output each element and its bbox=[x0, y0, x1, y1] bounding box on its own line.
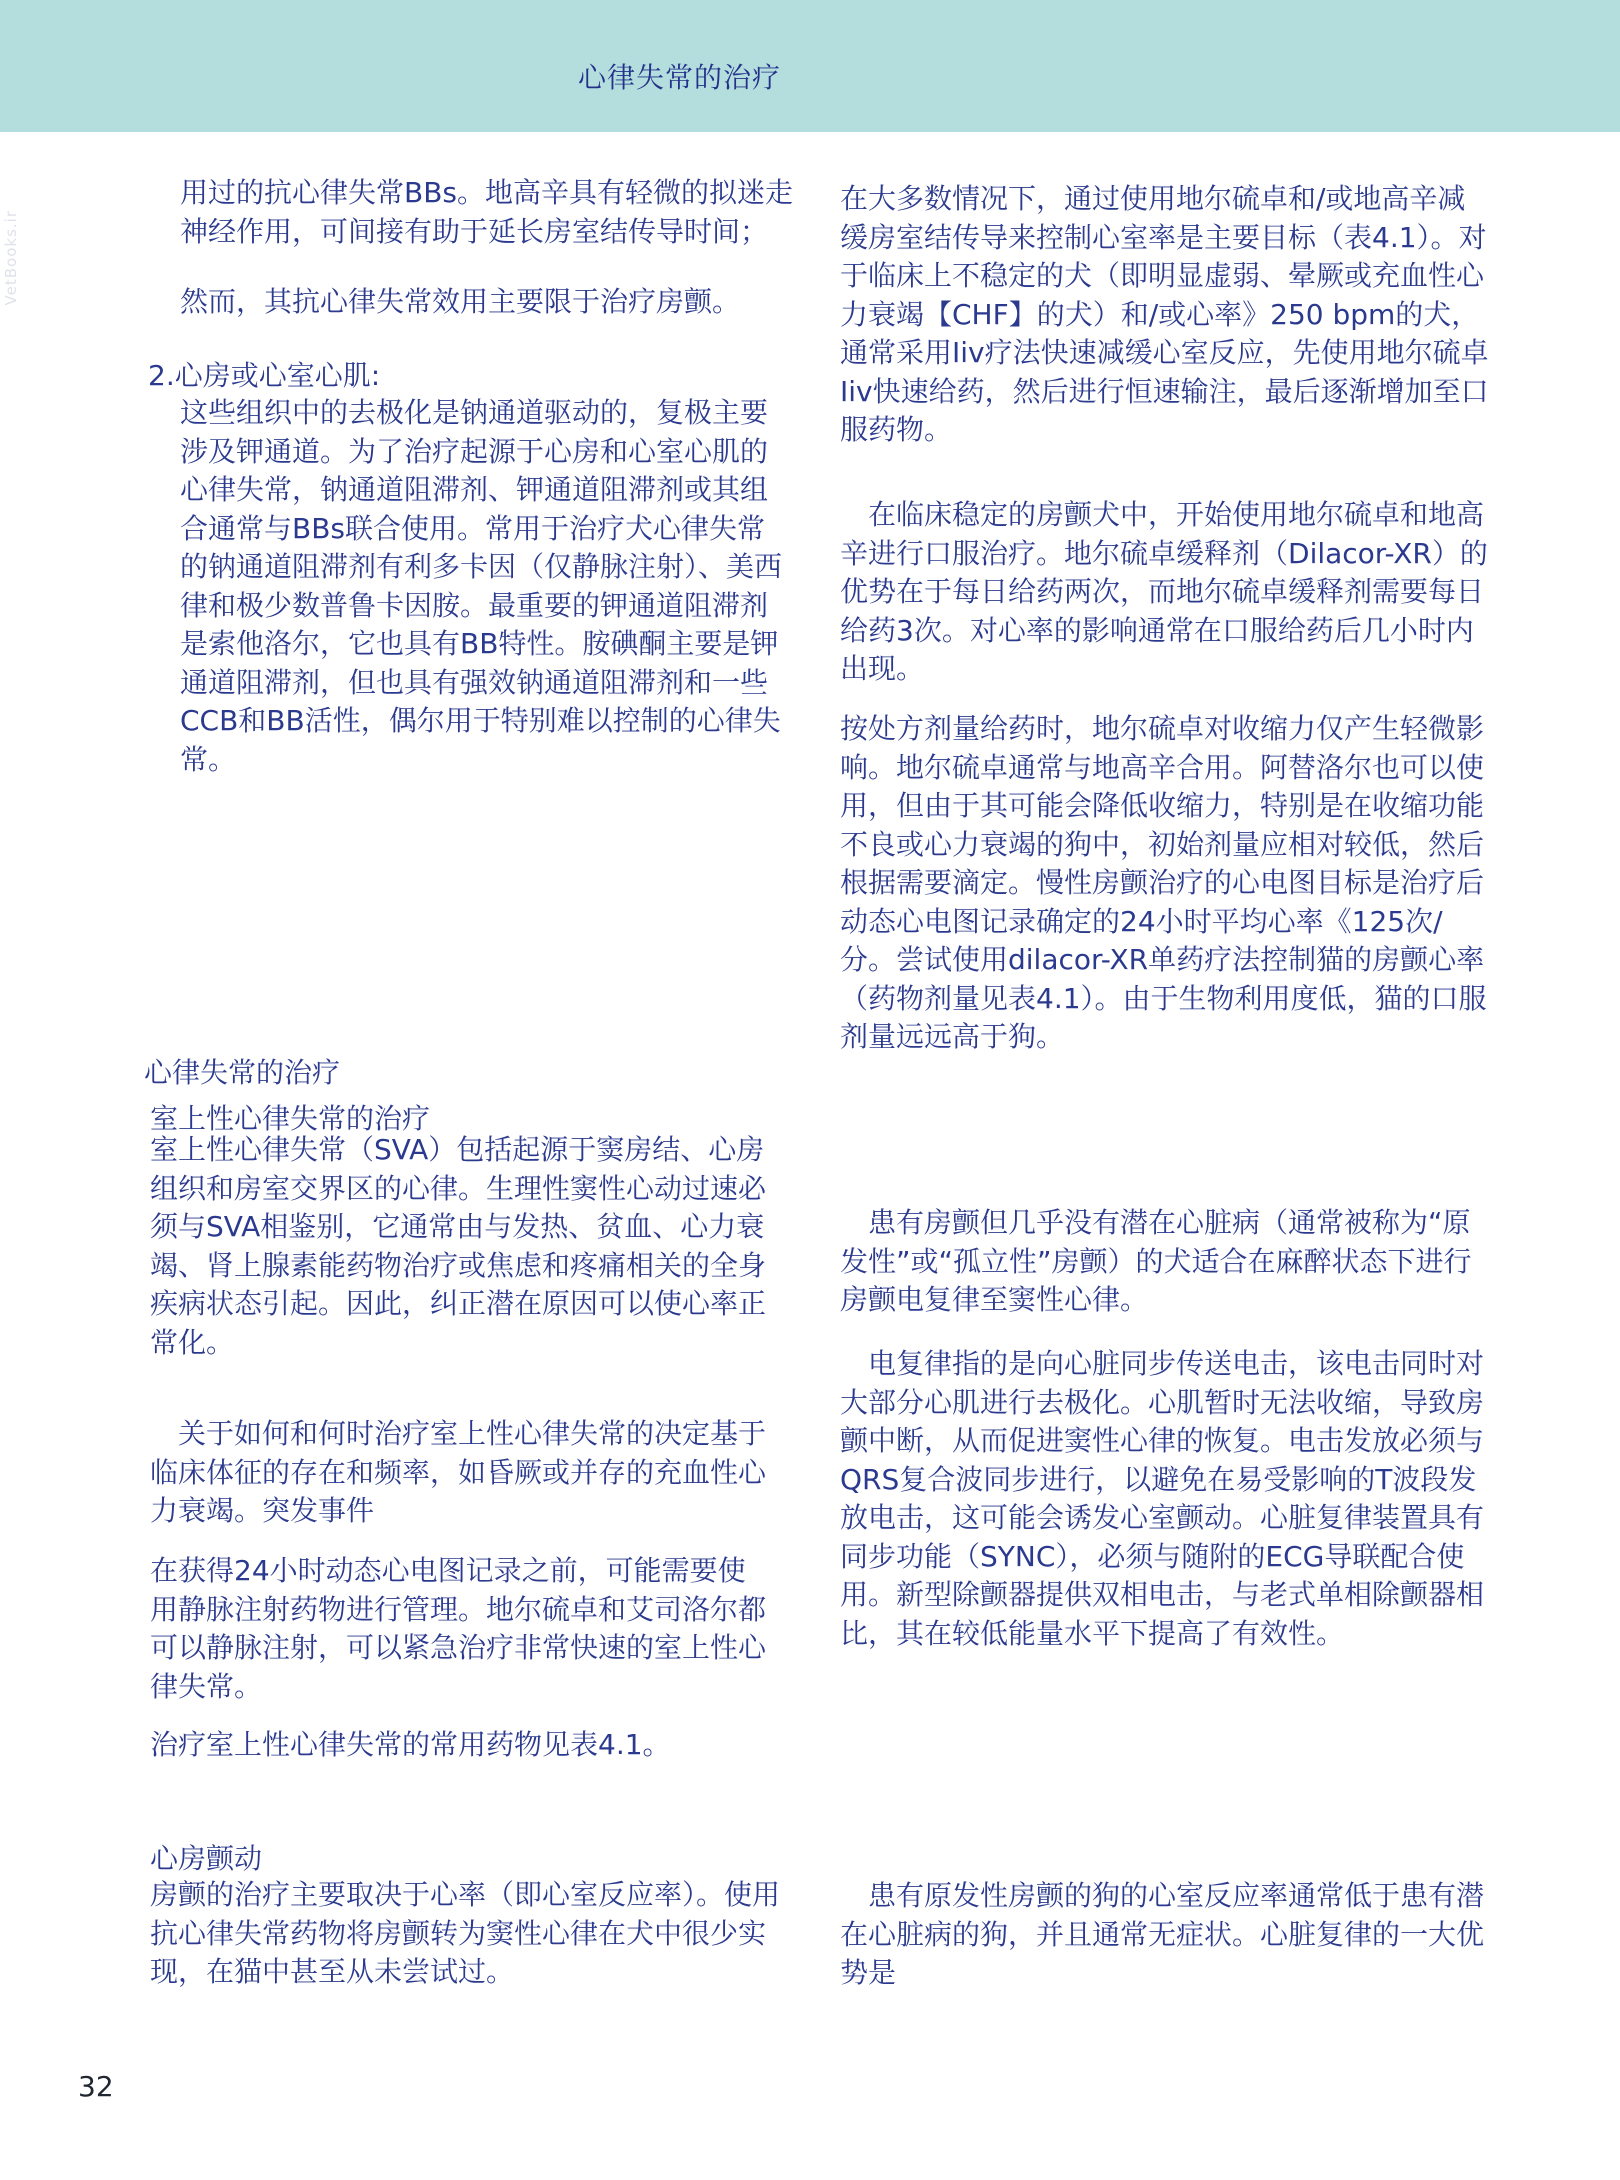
sva-table-paragraph bbox=[150, 1726, 790, 1765]
sva-iv-paragraph bbox=[150, 1552, 770, 1706]
sva-body-paragraph bbox=[150, 1131, 780, 1362]
sva-title: 室上性心律失常的治疗 bbox=[150, 1102, 431, 1135]
af-body-text: 房颤的治疗主要取决于心率（即心室反应率）。使用抗心律失常药物将房颤转为窦性心律在犬中很少实现，在猫中甚至从未尝试过。 bbox=[150, 1878, 781, 1988]
right-lone-af-paragraph bbox=[840, 1204, 1490, 1320]
right-cardioversion-paragraph bbox=[840, 1345, 1490, 1653]
header-title: 心律失常的治疗 bbox=[578, 61, 782, 94]
af-body-paragraph bbox=[150, 1876, 784, 1992]
lone-af-text: 患有房颤但几乎没有潜在心脏病（通常被称为“原发性”或“孤立性”房颤）的犬适合在麻醉状态下进行房颤电复律至窦性心律。 bbox=[840, 1206, 1472, 1316]
sva-iv-text: 在获得24小时动态心电图记录之前，可能需要使用静脉注射药物进行管理。地尔硫卓和艾司洛尔都可以静脉注射，可以紧急治疗非常快速的室上性心律失常。 bbox=[150, 1554, 767, 1703]
right-dosing-paragraph bbox=[840, 710, 1490, 1057]
sva-decision-text: 关于如何和何时治疗室上性心律失常的决定基于临床体征的存在和频率，如昏厥或并存的充血性心力衰竭。突发事件 bbox=[150, 1417, 767, 1527]
af-title: 心房颤动 bbox=[150, 1842, 263, 1875]
right-primary-af-paragraph bbox=[840, 1877, 1490, 1993]
right-stable-paragraph bbox=[840, 496, 1490, 689]
sva-table-text: 治疗室上性心律失常的常用药物见表4.1。 bbox=[150, 1728, 671, 1761]
rate-text: 在大多数情况下，通过使用地尔硫卓和/或地高辛减缓房室结传导来控制心室率是主要目标（表4.1）。对于临床上不稳定的犬（即明显虚弱、晕厥或充血性心力衰竭【CHF】的犬）和/或心率》250 bpm的犬，通常采用Iiv疗法快速减缓心室反应，先使用地尔硫卓Iiv快速给药，然后进行恒速输注，最后逐渐增加至口服药物。 bbox=[840, 182, 1489, 446]
item2-title: 2.心房或心室心肌: bbox=[148, 359, 381, 392]
item2-body-paragraph bbox=[180, 394, 790, 779]
left-intro-paragraph bbox=[180, 174, 798, 251]
stable-text: 在临床稳定的房颤犬中，开始使用地尔硫卓和地高辛进行口服治疗。地尔硫卓缓释剂（Dilacor-XR）的优势在于每日给药两次，而地尔硫卓缓释剂需要每日给药3次。对心率的影响通常在口服给药后几小时内出现。 bbox=[840, 498, 1488, 685]
section-title: 心律失常的治疗 bbox=[144, 1056, 341, 1089]
intro-text: 用过的抗心律失常BBs。地高辛具有轻微的拟迷走神经作用，可间接有助于延长房室结传导时间； bbox=[180, 176, 794, 248]
however-text: 然而，其抗心律失常效用主要限于治疗房颤。 bbox=[180, 285, 741, 318]
item2-body-text: 这些组织中的去极化是钠通道驱动的，复极主要涉及钾通道。为了治疗起源于心房和心室心肌的心律失常，钠通道阻滞剂、钾通道阻滞剂或其组合通常与BBs联合使用。常用于治疗犬心律失常的钠通道阻滞剂有利多卡因（仅静脉注射）、美西律和极少数普鲁卡因胺。最重要的钾通道阻滞剂是索他洛尔，它也具有BB特性。胺碘酮主要是钾通道阻滞剂，但也具有强效钠通道阻滞剂和一些CCB和BB活性，偶尔用于特别难以控制的心律失常。 bbox=[180, 396, 783, 776]
cardioversion-text: 电复律指的是向心脏同步传送电击，该电击同时对大部分心肌进行去极化。心肌暂时无法收缩，导致房颤中断，从而促进窦性心律的恢复。电击发放必须与QRS复合波同步进行，以避免在易受影响的T波段发放电击，这可能会诱发心室颤动。心脏复律装置具有同步功能（SYNC），必须与随附的ECG导联配合使用。新型除颤器提供双相电击，与老式单相除颤器相比，其在较低能量水平下提高了有效性。 bbox=[840, 1347, 1485, 1650]
page-header bbox=[0, 0, 1620, 132]
sva-body-text: 室上性心律失常（SVA）包括起源于窦房结、心房组织和房室交界区的心律。生理性窦性心动过速必须与SVA相鉴别，它通常由与发热、贫血、心力衰竭、肾上腺素能药物治疗或焦虑和疼痛相关的全身疾病状态引起。因此，纠正潜在原因可以使心率正常化。 bbox=[150, 1133, 767, 1359]
primary-af-text: 患有原发性房颤的狗的心室反应率通常低于患有潜在心脏病的狗，并且通常无症状。心脏复律的一大优势是 bbox=[840, 1879, 1485, 1989]
page-number: 32 bbox=[78, 2070, 114, 2103]
watermark: VetBooks.ir bbox=[2, 210, 20, 306]
dosing-text: 按处方剂量给药时，地尔硫卓对收缩力仅产生轻微影响。地尔硫卓通常与地高辛合用。阿替洛尔也可以使用，但由于其可能会降低收缩力，特别是在收缩功能不良或心力衰竭的狗中，初始剂量应相对较低，然后根据需要滴定。慢性房颤治疗的心电图目标是治疗后动态心电图记录确定的24小时平均心率《125次/分。尝试使用dilacor-XR单药疗法控制猫的房颤心率（药物剂量见表4.1）。由于生物利用度低，猫的口服剂量远远高于狗。 bbox=[840, 712, 1487, 1053]
left-however-paragraph bbox=[180, 283, 798, 322]
right-rate-paragraph bbox=[840, 180, 1490, 450]
sva-decision-paragraph bbox=[150, 1415, 780, 1531]
